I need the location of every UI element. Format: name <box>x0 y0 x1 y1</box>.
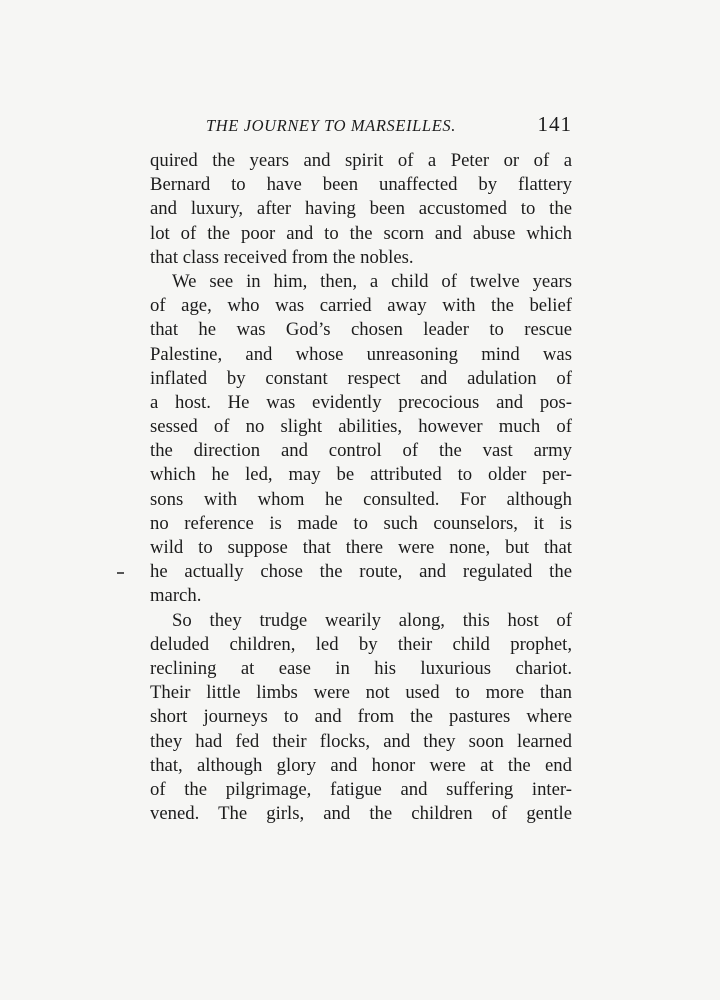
text-line: of age, who was carried away with the belief <box>150 295 572 317</box>
text-line: march. <box>150 585 202 607</box>
margin-mark <box>117 572 124 574</box>
text-line: deluded children, led by their child prophet, <box>150 633 572 655</box>
page-header <box>150 112 572 142</box>
text-line: wild to suppose that there were none, but that <box>150 537 572 558</box>
text-line: that, although glory and honor were at the end <box>150 754 572 776</box>
text-line: inflated by constant respect and adulation of <box>150 367 572 389</box>
text-line: Bernard to have been unaffected by flattery <box>150 174 572 196</box>
page-number: 141 <box>537 112 572 136</box>
text-line: vened. The girls, and the children of gentle <box>150 803 572 825</box>
text-line: sons with whom he consulted. For although <box>150 488 572 510</box>
text-line: of the pilgrimage, fatigue and suffering inter- <box>150 778 572 800</box>
text-line: quired the years and spirit of a Peter or of a <box>150 150 572 171</box>
text-line: reclining at ease in his luxurious chariot. <box>150 657 572 679</box>
body-text <box>150 149 572 826</box>
text-line: Palestine, and whose unreasoning mind was <box>150 343 572 365</box>
text-line: and luxury, after having been accustomed to the <box>150 198 572 220</box>
text-line: no reference is made to such counselors, it is <box>150 512 572 534</box>
paragraph-start-line: We see in him, then, a child of twelve years <box>172 270 572 292</box>
text-line: sessed of no slight abilities, however much of <box>150 416 572 438</box>
paragraph-start-line: So they trudge wearily along, this host of <box>172 609 572 631</box>
text-line: that class received from the nobles. <box>150 246 414 268</box>
text-line: which he led, may be attributed to older per- <box>150 464 572 486</box>
text-line: a host. He was evidently precocious and pos- <box>150 391 572 413</box>
text-line: Their little limbs were not used to more than <box>150 682 572 704</box>
text-line: short journeys to and from the pastures where <box>150 706 572 728</box>
text-line: that he was God’s chosen leader to rescue <box>150 319 572 341</box>
text-line: he actually chose the route, and regulated the <box>150 561 572 583</box>
text-line: the direction and control of the vast army <box>150 440 572 462</box>
running-title: THE JOURNEY TO MARSEILLES. <box>206 116 456 135</box>
text-line: they had fed their flocks, and they soon learned <box>150 730 572 752</box>
text-line: lot of the poor and to the scorn and abuse which <box>150 222 572 244</box>
